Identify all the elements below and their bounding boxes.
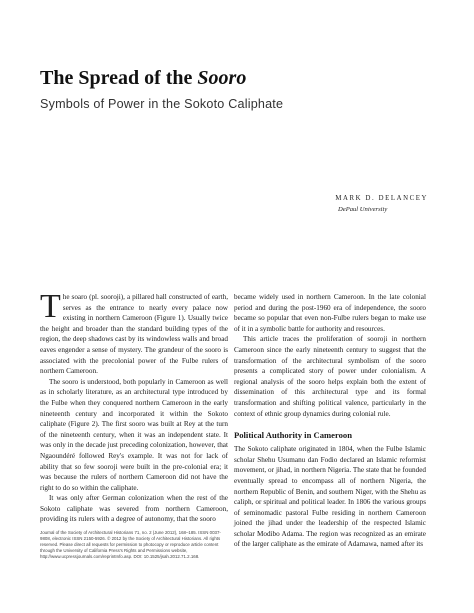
drop-cap: T — [40, 288, 61, 325]
author-name: MARK D. DELANCEY — [335, 195, 428, 202]
paragraph-4: became widely used in northern Cameroon. In the late colonial period and during the post-1960 era of independence, the sooro became so popular that even non-Fulbe rulers began to make use of it in a symbolic battle for authority and resources. — [234, 293, 426, 333]
author-affiliation: DePaul University — [338, 206, 388, 213]
paragraph-2: The sooro is understood, both popularly in Cameroon as well as in scholarly literature, as an architectural type introduced by the Fulbe when they conquered northern Cameroon in the early nineteenth century and incorporated it within the Sokoto caliphate (Figure 2). The first sooro was built at Rey at the turn of the nineteenth century, when it was an independent state. It was only in the decade just preceding colonization, however, that Ngaoundéré followed Rey's example. It was not for lack of ability that so few sooroji were built in the pre-colonial era; it was because the rulers of northern Cameroon did not have the right to do so within the caliphate. — [40, 377, 228, 492]
article-title — [40, 66, 440, 90]
citation-footnote: Journal of the Society of Architectural Historians 71, no. 2 (June 2012), 168–185. ISSN 0037-9808, electronic ISSN 2150-5926. © 2012 by the Society of Architectural Historians. All rights reserved. Please direct all requests for permission to photocopy or reproduce article content through the University of California Press's Rights and Permissions website, http://www.ucpressjournals.com/reprintInfo.asp. DOI: 10.1525/jsah.2012.71.2.168. — [40, 530, 221, 559]
title-main: The Spread of the — [40, 67, 198, 89]
article-subtitle: Symbols of Power in the Sokoto Caliphate — [40, 97, 284, 111]
paragraph-5: This article traces the proliferation of sooroji in northern Cameroon since the early nineteenth century to suggest that the transformation of the architectural symbolism of the sooro presents a complicated story of power under colonialism. A regional analysis of the sooro helps explain both the extent of dissemination of this architectural type and its formal transformation and shifting political valence, particularly in the context of ethnic group dynamics during colonial rule. — [234, 335, 426, 418]
paragraph-1-text: he soaro (pl. sooroji), a pillared hall constructed of earth, serves as the entrance to nearly every palace now existing in northern Cameroon (Figure 1). Usually twice the height and broader than the standard building types of the region, the deep shadows cast by its windowless walls and broad eaves engender a sense of mystery. The grandeur of the sooro is associated with the precolonial power of the Fulbe rulers of northern Cameroon. — [40, 293, 228, 376]
section-heading: Political Authority in Cameroon — [234, 430, 352, 441]
right-column — [234, 292, 426, 550]
paragraph-6: The Sokoto caliphate originated in 1804, when the Fulbe Islamic scholar Shehu Usumanu dan Fodio declared an Islamic reformist movement, or jihad, in northern Nigeria. The state that he founded eventually spread to encompass all of northern Nigeria, the northern Republic of Benin, and southern Niger, with the Shehu as caliph, or spiritual and political leader. In 1806 the various groups of seminomadic pastoral Fulbe residing in northern Cameroon joined the jihad under the leadership of the respected Islamic scholar Modibo Adama. The region was recognized as an emirate of the larger caliphate as the emirate of Adamawa, named after its — [234, 445, 426, 549]
paragraph-1 — [40, 288, 228, 377]
left-column — [40, 288, 228, 525]
title-italic: Sooro — [197, 67, 247, 89]
paragraph-3: It was only after German colonization when the rest of the Sokoto caliphate was severed from northern Cameroon, providing its rulers with a degree of autonomy, that the sooro — [40, 494, 228, 524]
